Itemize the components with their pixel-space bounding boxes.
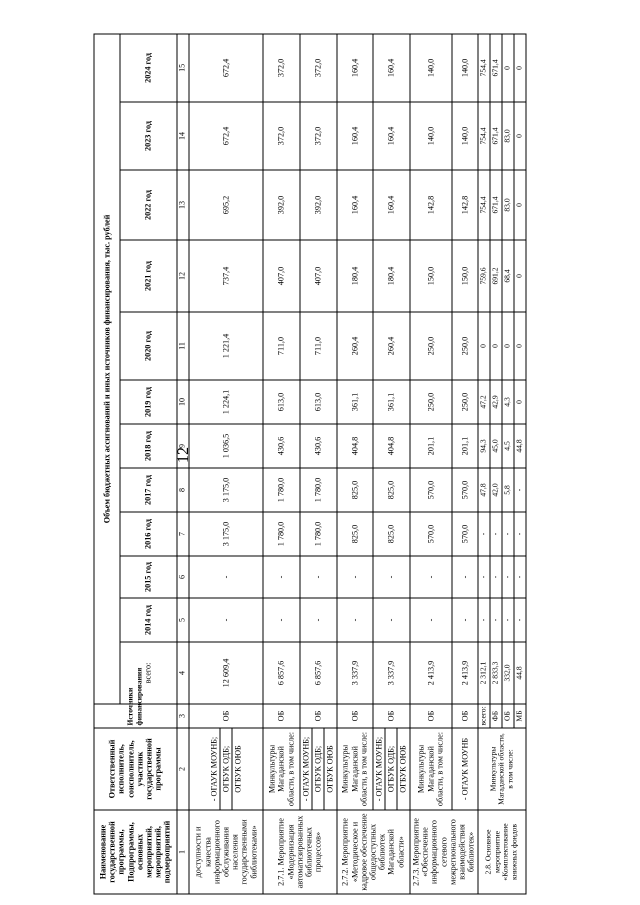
row-value: 260,4 xyxy=(373,312,410,380)
row-value: 0 xyxy=(514,380,526,424)
column-number: 13 xyxy=(177,170,189,240)
row-value: - xyxy=(337,556,373,598)
row-value: 45,0 xyxy=(490,424,502,468)
row-value: 2 312,1 xyxy=(478,642,490,704)
row-value: - xyxy=(373,598,410,642)
header-name: Наименование государственной программы, Подпрограммы, основных мероприятий, мероприятий, подмероприятий xyxy=(94,810,177,894)
table-row xyxy=(189,34,264,894)
column-number: 8 xyxy=(177,468,189,512)
row-value: 0 xyxy=(514,102,526,170)
row-value: 1 780,0 xyxy=(300,468,337,512)
row-value: 613,0 xyxy=(300,380,337,424)
row-value: 140,0 xyxy=(410,34,452,102)
row-source: ФБ xyxy=(490,704,502,728)
row-value: 0 xyxy=(514,312,526,380)
row-value: 180,4 xyxy=(337,240,373,312)
row-value: 0 xyxy=(514,34,526,102)
row-value: - xyxy=(490,598,502,642)
row-value: 737,4 xyxy=(189,240,264,312)
row-value: 160,4 xyxy=(373,102,410,170)
row-name: 2.7.3. Мероприятие «Обеспечение информационного сетевого межрегионального взаимодействия библиотек» xyxy=(410,810,478,894)
header-year: 2024 год xyxy=(120,34,176,102)
row-value: 140,0 xyxy=(452,102,478,170)
row-value: 759,6 xyxy=(478,240,490,312)
row-value: 825,0 xyxy=(337,468,373,512)
row-value: 570,0 xyxy=(410,512,452,556)
row-value: - xyxy=(514,556,526,598)
row-value: - xyxy=(263,598,299,642)
page-number: 12 xyxy=(175,447,192,463)
header-year: 2017 год xyxy=(120,468,176,512)
row-value: 0 xyxy=(502,312,514,380)
row-value: - xyxy=(478,556,490,598)
row-value: 2 833,3 xyxy=(490,642,502,704)
row-value: - xyxy=(490,556,502,598)
row-value: - xyxy=(514,468,526,512)
table-row xyxy=(263,34,299,894)
row-source: ОБ xyxy=(502,704,514,728)
column-number: 6 xyxy=(177,556,189,598)
header-year: 2023 год xyxy=(120,102,176,170)
row-source: ОБ xyxy=(189,704,264,728)
row-value: 2 413,9 xyxy=(410,642,452,704)
header-total: всего: xyxy=(120,642,176,704)
row-value: 44,8 xyxy=(514,424,526,468)
header-year: 2020 год xyxy=(120,312,176,380)
header-year: 2014 год xyxy=(120,598,176,642)
responsible-line: - ОГАУК МОУНБ; xyxy=(373,729,385,810)
column-number: 7 xyxy=(177,512,189,556)
row-value: - xyxy=(337,598,373,642)
row-value: 3 337,9 xyxy=(337,642,373,704)
row-value: 0 xyxy=(502,34,514,102)
header-year: 2018 год xyxy=(120,424,176,468)
row-value: - xyxy=(514,598,526,642)
header-responsible: Ответственный исполнитель, соисполнитель, участник государственной программы xyxy=(94,728,177,810)
row-value: 613,0 xyxy=(263,380,299,424)
row-value: 671,4 xyxy=(490,170,502,240)
row-value: - xyxy=(452,556,478,598)
row-value: 695,2 xyxy=(189,170,264,240)
row-responsible xyxy=(189,728,264,810)
responsible-line: - ОГАУК МОУНБ; xyxy=(208,729,220,810)
table-row xyxy=(410,34,452,894)
row-value: 1 780,0 xyxy=(300,512,337,556)
row-source: ОБ xyxy=(300,704,337,728)
row-value: 671,4 xyxy=(490,34,502,102)
row-value: 0 xyxy=(514,170,526,240)
column-number-row xyxy=(177,34,189,894)
row-value: 570,0 xyxy=(410,468,452,512)
row-value: 671,4 xyxy=(490,102,502,170)
row-value: 160,4 xyxy=(373,34,410,102)
row-value: 160,4 xyxy=(337,34,373,102)
row-value: 142,8 xyxy=(410,170,452,240)
row-value: - xyxy=(478,512,490,556)
row-name: 2.7.1. Мероприятие «Модернизация автоматизированных библиотечных процессов» xyxy=(263,810,336,894)
row-value: 0 xyxy=(490,312,502,380)
row-value: 372,0 xyxy=(300,34,337,102)
row-value: 150,0 xyxy=(410,240,452,312)
table-row xyxy=(373,34,410,894)
row-value: 0 xyxy=(478,312,490,380)
row-value: - xyxy=(452,598,478,642)
row-responsible xyxy=(373,728,410,810)
row-value: 825,0 xyxy=(373,512,410,556)
responsible-line: ОГБУК ОДБ; xyxy=(312,729,324,810)
header-volume: Объем бюджетных ассигнований и иных источников финансирования, тыс. рублей xyxy=(94,34,120,704)
row-value: 407,0 xyxy=(263,240,299,312)
table-row xyxy=(478,34,490,894)
column-number: 2 xyxy=(177,728,189,810)
row-value: 4,5 xyxy=(502,424,514,468)
row-value: 570,0 xyxy=(452,468,478,512)
column-number: 1 xyxy=(177,810,189,894)
row-source: ОБ xyxy=(452,704,478,728)
row-value: 68,4 xyxy=(502,240,514,312)
header-year: 2016 год xyxy=(120,512,176,556)
row-source: ОБ xyxy=(410,704,452,728)
row-responsible xyxy=(300,728,337,810)
row-value: - xyxy=(514,512,526,556)
row-value: - xyxy=(189,556,264,598)
row-value: 250,0 xyxy=(452,312,478,380)
row-value: - xyxy=(478,598,490,642)
row-value: 6 857,6 xyxy=(263,642,299,704)
row-value: 372,0 xyxy=(300,102,337,170)
responsible-line: ОГБУК ОЮБ xyxy=(398,745,408,793)
row-value: 1 221,4 xyxy=(189,312,264,380)
row-value: 754,4 xyxy=(478,34,490,102)
row-value: 83,0 xyxy=(502,170,514,240)
row-value: 0 xyxy=(514,240,526,312)
row-value: 44,8 xyxy=(514,642,526,704)
row-value: 825,0 xyxy=(337,512,373,556)
row-value: - xyxy=(189,598,264,642)
row-value: 260,4 xyxy=(337,312,373,380)
row-value: 430,6 xyxy=(263,424,299,468)
row-value: 94,3 xyxy=(478,424,490,468)
row-value: 6 857,6 xyxy=(300,642,337,704)
financing-table xyxy=(94,33,527,894)
column-number: 3 xyxy=(177,704,189,728)
header-year: 2015 год xyxy=(120,556,176,598)
row-value: 430,6 xyxy=(300,424,337,468)
row-value: 392,0 xyxy=(263,170,299,240)
row-value: - xyxy=(502,512,514,556)
responsible-line: ОГБУК ОДБ; xyxy=(386,729,398,810)
row-value: 361,1 xyxy=(373,380,410,424)
row-value: 672,4 xyxy=(189,34,264,102)
column-number: 14 xyxy=(177,102,189,170)
responsible-line: ОГБУК ОДБ; xyxy=(220,729,232,810)
row-value: - xyxy=(502,556,514,598)
row-value: 160,4 xyxy=(337,102,373,170)
row-source: МБ xyxy=(514,704,526,728)
row-value: 1 224,1 xyxy=(189,380,264,424)
row-value: 2 413,9 xyxy=(452,642,478,704)
row-value: - xyxy=(263,556,299,598)
row-value: 361,1 xyxy=(337,380,373,424)
row-value: 407,0 xyxy=(300,240,337,312)
row-value: 825,0 xyxy=(373,468,410,512)
row-value: 404,8 xyxy=(337,424,373,468)
header-year: 2021 год xyxy=(120,240,176,312)
row-value: 250,0 xyxy=(452,380,478,424)
column-number: 11 xyxy=(177,312,189,380)
row-value: 691,2 xyxy=(490,240,502,312)
row-responsible: Минкультуры Магаданской области, в том числе: xyxy=(410,728,452,810)
row-value: 140,0 xyxy=(410,102,452,170)
row-value: 3 175,0 xyxy=(189,468,264,512)
row-value: 4,3 xyxy=(502,380,514,424)
column-number: 9 xyxy=(177,424,189,468)
row-value: 372,0 xyxy=(263,34,299,102)
header-source: Источники финансирования xyxy=(94,704,177,728)
row-value: 250,0 xyxy=(410,312,452,380)
row-value: 1 036,5 xyxy=(189,424,264,468)
column-number: 4 xyxy=(177,642,189,704)
row-value: 47,8 xyxy=(478,468,490,512)
row-value: - xyxy=(300,556,337,598)
column-number: 10 xyxy=(177,380,189,424)
table-row xyxy=(337,34,373,894)
row-responsible: Минкультуры Магаданской области, в том числе: xyxy=(337,728,373,810)
table-row xyxy=(452,34,478,894)
row-value: 3 337,9 xyxy=(373,642,410,704)
row-value: 672,4 xyxy=(189,102,264,170)
column-number: 15 xyxy=(177,34,189,102)
row-value: - xyxy=(502,598,514,642)
row-value: 250,0 xyxy=(410,380,452,424)
row-source: ОБ xyxy=(337,704,373,728)
row-value: 160,4 xyxy=(337,170,373,240)
row-source: ОБ xyxy=(373,704,410,728)
row-value: 332,0 xyxy=(502,642,514,704)
row-value: 754,4 xyxy=(478,102,490,170)
row-value: 5,8 xyxy=(502,468,514,512)
row-value: 570,0 xyxy=(452,512,478,556)
row-value: 160,4 xyxy=(373,170,410,240)
header-year: 2019 год xyxy=(120,380,176,424)
row-value: 150,0 xyxy=(452,240,478,312)
row-value: 392,0 xyxy=(300,170,337,240)
row-value: - xyxy=(373,556,410,598)
row-value: - xyxy=(490,512,502,556)
row-responsible: - ОГАУК МОУНБ xyxy=(452,728,478,810)
row-value: 83,0 xyxy=(502,102,514,170)
responsible-line: - ОГАУК МОУНБ; xyxy=(300,729,312,810)
row-value: - xyxy=(410,598,452,642)
column-number: 5 xyxy=(177,598,189,642)
row-value: 140,0 xyxy=(452,34,478,102)
row-value: 142,8 xyxy=(452,170,478,240)
row-value: 12 609,4 xyxy=(189,642,264,704)
row-value: 711,0 xyxy=(300,312,337,380)
column-number: 12 xyxy=(177,240,189,312)
row-value: 1 780,0 xyxy=(263,512,299,556)
row-value: 754,4 xyxy=(478,170,490,240)
row-value: 3 175,0 xyxy=(189,512,264,556)
row-responsible: Минкультуры Магаданской области, в том числе: xyxy=(478,728,526,810)
row-value: 404,8 xyxy=(373,424,410,468)
row-value: - xyxy=(410,556,452,598)
responsible-line: ОГБУК ОЮБ xyxy=(325,745,335,793)
row-value: 201,1 xyxy=(410,424,452,468)
row-value: 42,9 xyxy=(490,380,502,424)
row-value: 47,2 xyxy=(478,380,490,424)
row-name: 2.8. Основное мероприятие «Комплектование книжных фондов xyxy=(478,810,526,894)
table-row xyxy=(300,34,337,894)
row-value: 180,4 xyxy=(373,240,410,312)
row-source: ОБ xyxy=(263,704,299,728)
responsible-line: ОГБУК ОЮБ xyxy=(233,745,243,793)
row-value: 372,0 xyxy=(263,102,299,170)
row-source: всего: xyxy=(478,704,490,728)
row-value: 1 780,0 xyxy=(263,468,299,512)
row-name: 2.7.2. Мероприятие «Методическое и кадровое обеспечение общедоступных библиотек Магаданской области» xyxy=(337,810,410,894)
rotated-table-container xyxy=(94,35,527,895)
header-year: 2022 год xyxy=(120,170,176,240)
row-value: 711,0 xyxy=(263,312,299,380)
row-value: 42,0 xyxy=(490,468,502,512)
row-responsible: Минкультуры Магаданской области, в том числе: xyxy=(263,728,299,810)
row-name: доступности и качества информационного обслуживания населения государственными библиотеками» xyxy=(189,810,264,894)
row-value: - xyxy=(300,598,337,642)
row-value: 201,1 xyxy=(452,424,478,468)
